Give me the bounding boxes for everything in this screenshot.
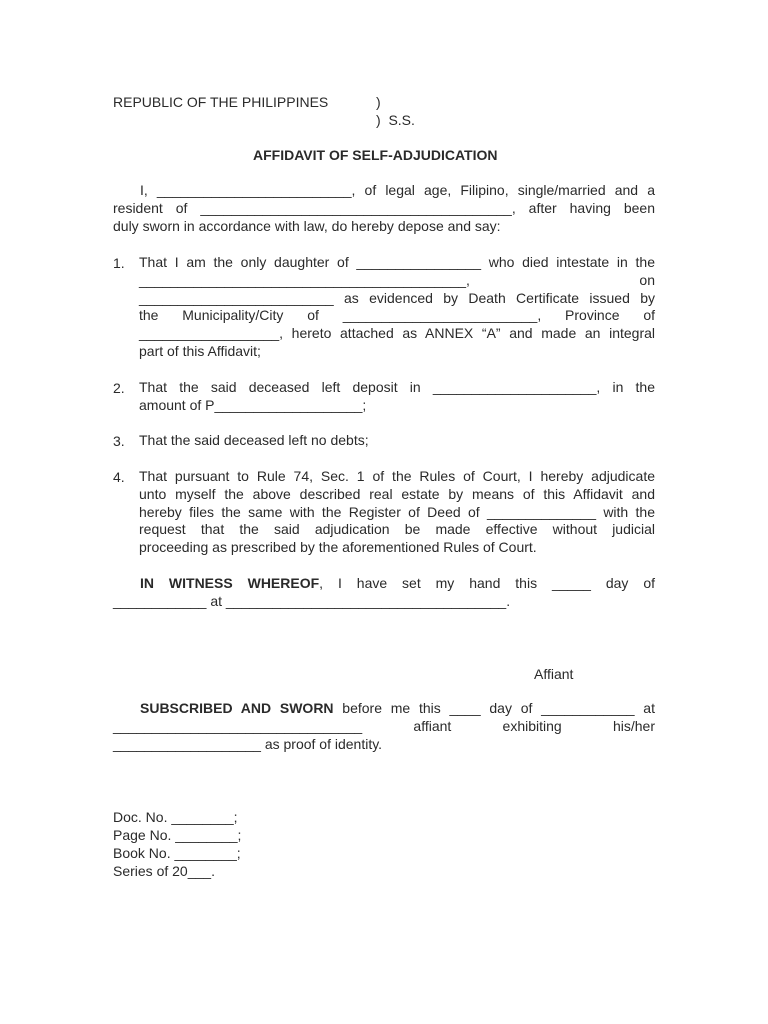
- item-3-text: [139, 432, 655, 450]
- item-number-4: 4.: [113, 469, 125, 485]
- jurat-line-2: ________________________________ affiant exhibiting his/her: [113, 717, 655, 734]
- item-number-1: 1.: [113, 255, 125, 271]
- item-4-line: proceeding as prescribed by the aforementioned Rules of Court.: [139, 539, 537, 556]
- item-4-line: hereby files the same with the Register of Deed of ______________ with the: [139, 503, 655, 520]
- venue-republic: REPUBLIC OF THE PHILIPPINES: [113, 94, 329, 110]
- item-3-line: That the said deceased left no debts;: [139, 432, 369, 448]
- jurat-line-1-rest: before me this ____ day of ____________ at: [333, 700, 655, 716]
- item-1-line: __________________, hereto attached as ANNEX “A” and made an integral: [139, 325, 655, 342]
- document-title: AFFIDAVIT OF SELF-ADJUDICATION: [253, 147, 498, 163]
- item-4-line: unto myself the above described real estate by means of this Affidavit and: [139, 485, 655, 502]
- jurat-line-3: ___________________ as proof of identity.: [113, 735, 383, 752]
- venue-paren-2-ss: ) S.S.: [376, 112, 415, 128]
- witness-line-1-rest: , I have set my hand this _____ day of: [319, 575, 655, 591]
- item-2-text: [139, 379, 655, 415]
- witness-line-2: ____________ at ____________________________________.: [113, 592, 511, 609]
- intro-line-2: resident of ________________________________________, after having been: [113, 199, 655, 216]
- book-no: Book No. ________;: [113, 845, 241, 861]
- item-4-text: [139, 468, 655, 557]
- series-no: Series of 20___.: [113, 863, 215, 879]
- intro-line-3: duly sworn in accordance with law, do hereby depose and say:: [113, 217, 501, 234]
- witness-line-1: [113, 575, 655, 593]
- jurat-line-1: [113, 700, 655, 718]
- item-2-line: amount of P___________________;: [139, 396, 367, 413]
- item-4-line: That pursuant to Rule 74, Sec. 1 of the Rules of Court, I hereby adjudicate: [139, 468, 655, 484]
- item-1-line: That I am the only daughter of ________________ who died intestate in the: [139, 254, 655, 270]
- item-1-line: part of this Affidavit;: [139, 342, 261, 359]
- item-1-line: _________________________ as evidenced by Death Certificate issued by: [139, 289, 655, 306]
- venue-paren-1: ): [376, 94, 381, 110]
- jurat-paragraph: [113, 700, 655, 753]
- witness-heading: IN WITNESS WHEREOF: [140, 575, 320, 591]
- intro-paragraph: [113, 182, 655, 235]
- item-4-line: request that the said adjudication be made effective without judicial: [139, 521, 655, 538]
- item-1-line: __________________________________________, on: [139, 271, 655, 288]
- intro-line-1: I, _________________________, of legal age, Filipino, single/married and a: [140, 182, 655, 198]
- jurat-heading: SUBSCRIBED AND SWORN: [140, 700, 334, 716]
- page-no: Page No. ________;: [113, 827, 242, 843]
- item-number-2: 2.: [113, 380, 125, 396]
- affiant-label: Affiant: [534, 666, 574, 682]
- item-2-line: That the said deceased left deposit in _____________________, in the: [139, 379, 655, 395]
- item-1-text: [139, 254, 655, 361]
- witness-paragraph: [113, 575, 655, 611]
- doc-no: Doc. No. ________;: [113, 809, 238, 825]
- item-1-line: the Municipality/City of _________________________, Province of: [139, 307, 655, 324]
- item-number-3: 3.: [113, 433, 125, 449]
